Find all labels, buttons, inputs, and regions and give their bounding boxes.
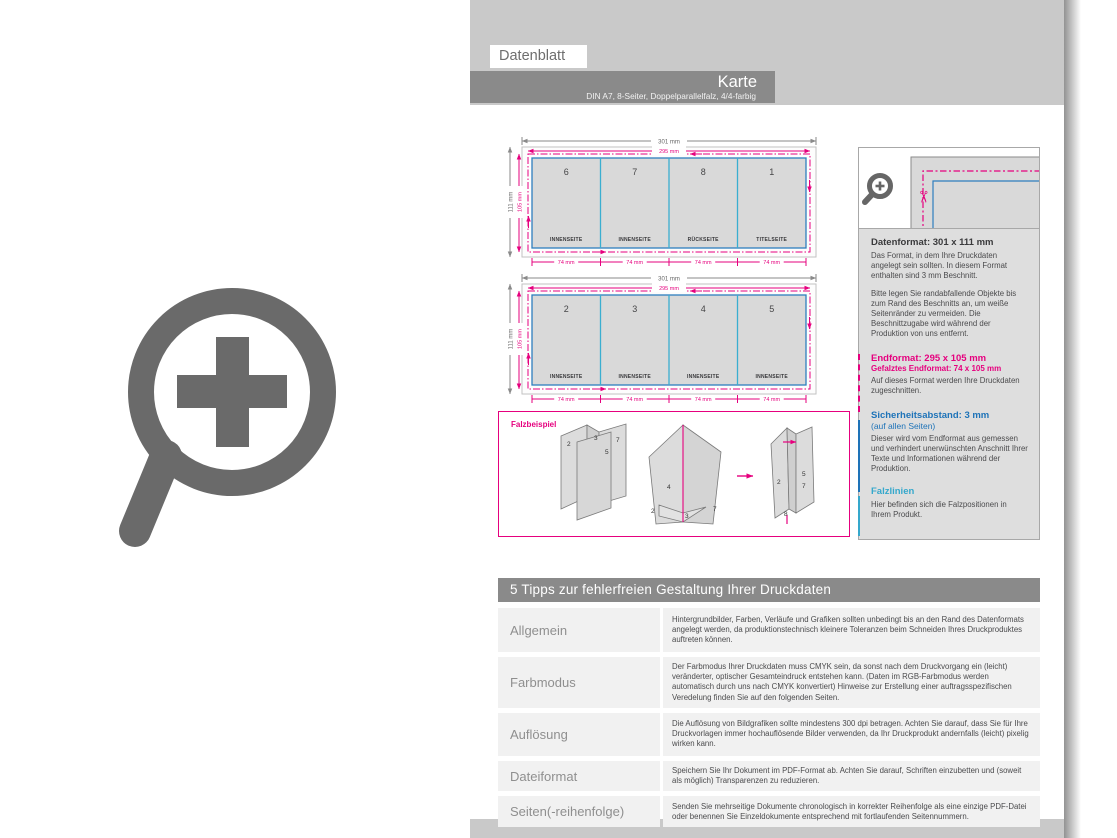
dim-height-inner: 105 mm <box>517 329 524 349</box>
dim-height-outer: 111 mm <box>508 328 515 350</box>
tip-text <box>663 761 1040 791</box>
page-label: INNENSEITE <box>618 237 651 243</box>
fold-stage-3 <box>771 427 814 524</box>
datenformat-text-2: Bitte legen Sie randabfallende Objekte bis zum Rand des Beschnitts an, um weiße Seitenränder zu vermeiden. Die Beschnittzugabe wird während der Produktion von uns entfernt. <box>871 289 1017 338</box>
fold-example-illustration <box>499 412 849 536</box>
page-edge-shadow <box>1064 0 1081 838</box>
tip-text-content: Speichern Sie Ihr Dokument im PDF-Format ab. Achten Sie darauf, Schriften einzubetten und (soweit als möglich) Transparenzen zu reduzieren. <box>672 765 1022 786</box>
magnifier-handle <box>135 456 166 531</box>
svg-text:2: 2 <box>651 508 655 515</box>
magnifier-icon <box>865 176 891 203</box>
page-number: 2 <box>563 304 569 314</box>
tip-row-aufloesung <box>498 713 1040 756</box>
svg-text:7: 7 <box>802 483 806 490</box>
tip-text-content: Die Auflösung von Bildgrafiken sollte mindestens 300 dpi betragen. Achten Sie darauf, dass Sie für Ihre Druckvorlagen immer hochauflösende Bilder verwenden, da Ihr Druckprodukt andernfalls (leicht) pixelig wirken kann. <box>672 719 1029 749</box>
page-subtitle: DIN A7, 8-Seiter, Doppelparallelfalz, 4/4-farbig <box>586 91 756 101</box>
dim-width-outer: 301 mm <box>658 139 680 146</box>
svg-text:3: 3 <box>685 513 689 520</box>
dim-height-inner: 105 mm <box>517 192 524 212</box>
info-panel <box>858 147 1040 540</box>
tip-text <box>663 657 1040 708</box>
page-label: INNENSEITE <box>549 374 583 380</box>
dim-panel-width: 74 mm <box>763 397 781 404</box>
dim-width-inner: 295 mm <box>659 149 679 155</box>
page-label: INNENSEITE <box>549 237 583 243</box>
tips-header: 5 Tipps zur fehlerfreien Gestaltung Ihrer Druckdaten <box>498 578 1040 602</box>
page-label: RÜCKSEITE <box>687 237 719 243</box>
diagram-inner-spread <box>506 274 816 404</box>
fold-stage-1 <box>561 424 626 520</box>
tip-label: Farbmodus <box>498 657 660 708</box>
page-number: 5 <box>769 304 775 314</box>
page-label: INNENSEITE <box>618 374 651 380</box>
datenformat-text-1: Das Format, in dem Ihre Druckdaten angelegt sein sollten. In diesem Format enthalten sind 3 mm Beschnitt. <box>871 251 1008 280</box>
tip-text-content: Senden Sie mehrseitige Dokumente chronologisch in korrekter Reihenfolge als eine einzige PDF-Datei oder benennen Sie Einzeldokumente entsprechend mit fortlaufenden Seitennummern. <box>672 801 1027 821</box>
svg-text:4: 4 <box>667 484 671 491</box>
svg-text:7: 7 <box>713 506 717 513</box>
tab-datenblatt[interactable]: Datenblatt <box>490 45 587 68</box>
falzlinien-text: Hier befinden sich die Falzpositionen in Ihrem Produkt. <box>871 500 1007 519</box>
svg-text:7: 7 <box>616 437 620 444</box>
tip-row-seitenreihenfolge <box>498 796 1040 827</box>
tip-text <box>663 713 1040 756</box>
scissors-icon: ✂ <box>914 190 931 204</box>
dim-panel-width: 74 mm <box>557 397 575 404</box>
svg-text:5: 5 <box>802 471 806 478</box>
fold-stage-2 <box>649 425 721 524</box>
endformat-indicator-line <box>858 354 860 412</box>
endformat-subheading: Gefalztes Endformat: 74 x 105 mm <box>871 364 1002 373</box>
tip-text <box>663 796 1040 827</box>
dim-panel-width: 74 mm <box>626 260 644 267</box>
dim-width-inner: 295 mm <box>659 286 679 292</box>
tip-label: Auflösung <box>498 713 660 756</box>
page-number: 6 <box>563 167 569 177</box>
page-number: 4 <box>700 304 706 314</box>
fold-example-box <box>498 411 850 537</box>
tip-row-allgemein <box>498 608 1040 652</box>
endformat-heading: Endformat: 295 x 105 mm <box>871 353 987 364</box>
tip-label: Seiten(-reihenfolge) <box>498 796 660 827</box>
title-bar <box>470 71 775 103</box>
tip-label: Dateiformat <box>498 761 660 791</box>
info-panel-text <box>859 229 1039 528</box>
dim-panel-width: 74 mm <box>557 260 575 267</box>
dim-panel-width: 74 mm <box>694 260 712 267</box>
zoom-plus-icon <box>118 288 368 560</box>
svg-text:2: 2 <box>777 479 781 486</box>
dim-width-outer: 301 mm <box>658 276 680 283</box>
datenformat-heading: Datenformat: 301 x 111 mm <box>871 237 994 248</box>
dim-panel-width: 74 mm <box>694 397 712 404</box>
page-label: TITELSEITE <box>756 237 788 243</box>
sicherheitsabstand-indicator-line <box>858 420 860 492</box>
plus-horizontal-bar <box>177 375 287 408</box>
tip-text-content: Der Farbmodus Ihrer Druckdaten muss CMYK sein, da sonst nach dem Druckvorgang ein (leicht) veränderter, optischer Gesamteindruck entstehen kann. (Daten im RGB-Farbmodus werden automatisch durch uns nach CMYK konvertiert) Hinweise zur Erstellung einer auftragsspezifischen Veredelung finden Sie auf den folgenden Seiten. <box>672 662 1012 702</box>
tip-text <box>663 608 1040 652</box>
page-label: INNENSEITE <box>755 374 788 380</box>
layout-diagrams <box>496 134 836 406</box>
falzlinien-indicator-line <box>858 496 860 536</box>
sicherheitsabstand-heading: Sicherheitsabstand: 3 mm <box>871 410 990 421</box>
page-number: 3 <box>632 304 638 314</box>
svg-text:8: 8 <box>784 511 788 518</box>
svg-text:2: 2 <box>567 441 571 448</box>
page-corner-detail <box>911 157 1039 228</box>
tips-section <box>498 578 1040 832</box>
page-number: 7 <box>632 167 638 177</box>
dim-panel-width: 74 mm <box>763 260 781 267</box>
dim-panel-width: 74 mm <box>626 397 644 404</box>
detail-zoom-box <box>859 148 1039 229</box>
endformat-text: Auf dieses Format werden Ihre Druckdaten zugeschnitten. <box>871 376 1020 395</box>
sicherheitsabstand-text: Dieser wird vom Endformat aus gemessen und verhindert unerwünschten Anschnitt Ihrer Texte und Informationen während der Produktion. <box>871 434 1028 473</box>
tip-text-content: Hintergrundbilder, Farben, Verläufe und Grafiken sollten unbedingt bis an den Rand des Datenformats angelegt werden, da produktionstechnisch kleinere Toleranzen beim Schneiden Ihres Druckproduktes auftreten können. <box>672 614 1024 645</box>
sicherheitsabstand-subheading: (auf allen Seiten) <box>871 421 936 431</box>
tip-row-farbmodus <box>498 657 1040 708</box>
page-title: Karte <box>717 73 757 91</box>
svg-text:3: 3 <box>594 435 598 442</box>
diagram-outer-spread <box>506 137 816 267</box>
falzlinien-heading: Falzlinien <box>871 486 915 497</box>
tip-label: Allgemein <box>498 608 660 652</box>
page-number: 8 <box>700 167 706 177</box>
page-label: INNENSEITE <box>686 374 720 380</box>
fold-example-label: Falzbeispiel <box>511 420 557 429</box>
tip-row-dateiformat <box>498 761 1040 791</box>
dim-height-outer: 111 mm <box>508 191 515 213</box>
page-number: 1 <box>769 167 775 177</box>
svg-text:5: 5 <box>605 449 609 456</box>
